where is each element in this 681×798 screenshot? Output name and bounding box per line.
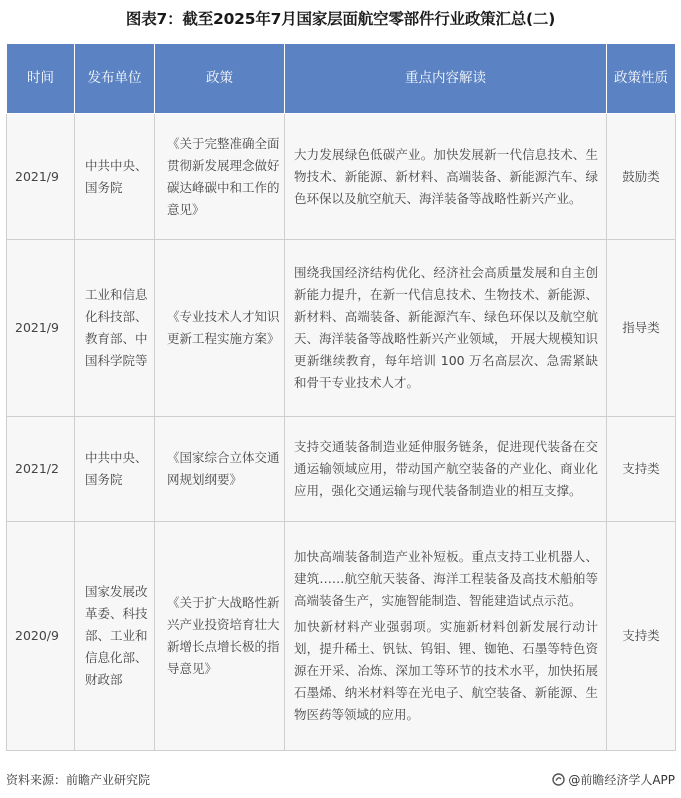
brand-credit [552, 771, 675, 789]
cell-time: 2021/9 [7, 114, 75, 240]
cell-content [285, 240, 607, 417]
table-row [7, 417, 676, 522]
header-time: 时间 [7, 44, 75, 114]
cell-policy: 《关于扩大战略性新兴产业投资培育壮大新增长点增长极的指导意见》 [155, 522, 285, 751]
table-title: 图表7：截至2025年7月国家层面航空零部件行业政策汇总(二) [125, 10, 556, 28]
brand-text: @前瞻经济学人APP [568, 773, 675, 787]
content-paragraph: 大力发展绿色低碳产业。加快发展新一代信息技术、生物技术、新能源、新材料、高端装备、新能源汽车、绿色环保以及航空航天、海洋装备等战略性新兴产业。 [294, 146, 598, 206]
source-note: 资料来源：前瞻产业研究院 [6, 773, 151, 787]
cell-content [285, 522, 607, 751]
content-paragraph: 围绕我国经济结构优化、经济社会高质量发展和自主创新能力提升，在新一代信息技术、生物技术、新能源、新材料、高端装备、新能源汽车、绿色环保以及航空航天、海洋装备等战略性新兴产业领域， 开展大规模知识更新继续教育，每年培训 100 万名高层次、急需紧缺和骨干专业技术人才。 [294, 265, 598, 390]
cell-policy: 《专业技术人才知识更新工程实施方案》 [155, 240, 285, 417]
cell-time: 2021/9 [7, 240, 75, 417]
content-paragraph: 支持交通装备制造业延伸服务链条，促进现代装备在交通运输领域应用，带动国产航空装备的产业化、商业化应用，强化交通运输与现代装备制造业的相互支撑。 [294, 439, 598, 498]
brand-logo-icon [552, 773, 565, 789]
cell-content [285, 417, 607, 522]
cell-time: 2021/2 [7, 417, 75, 522]
content-paragraph: 加快新材料产业强弱项。实施新材料创新发展行动计划，提升稀土、钒钛、钨钼、锂、铷铯、石墨等特色资源在开采、冶炼、深加工等环节的技术水平，加快拓展石墨烯、纳米材料等在光电子、航空装备、新能源、生物医药等领域的应用。 [294, 619, 598, 722]
cell-issuer: 工业和信息化科技部、教育部、中国科学院等 [75, 240, 155, 417]
header-issuer: 发布单位 [75, 44, 155, 114]
cell-content [285, 114, 607, 240]
cell-policy: 《关于完整准确全面贯彻新发展理念做好碳达峰碳中和工作的意见》 [155, 114, 285, 240]
cell-time: 2020/9 [7, 522, 75, 751]
policy-table [6, 43, 676, 751]
table-row [7, 240, 676, 417]
cell-type: 支持类 [607, 417, 676, 522]
table-row [7, 522, 676, 751]
header-content: 重点内容解读 [285, 44, 607, 114]
cell-type: 支持类 [607, 522, 676, 751]
cell-issuer: 国家发展改革委、科技部、工业和信息化部、财政部 [75, 522, 155, 751]
cell-policy: 《国家综合立体交通网规划纲要》 [155, 417, 285, 522]
cell-issuer: 中共中央、国务院 [75, 417, 155, 522]
footer [6, 771, 675, 789]
cell-type: 指导类 [607, 240, 676, 417]
cell-issuer: 中共中央、国务院 [75, 114, 155, 240]
content-paragraph: 加快高端装备制造产业补短板。重点支持工业机器人、建筑……航空航天装备、海洋工程装备及高技术船舶等高端装备生产，实施智能制造、智能建造试点示范。 [294, 549, 598, 608]
table-header-row [7, 44, 676, 114]
cell-type: 鼓励类 [607, 114, 676, 240]
header-policy: 政策 [155, 44, 285, 114]
header-type: 政策性质 [607, 44, 676, 114]
table-row [7, 114, 676, 240]
